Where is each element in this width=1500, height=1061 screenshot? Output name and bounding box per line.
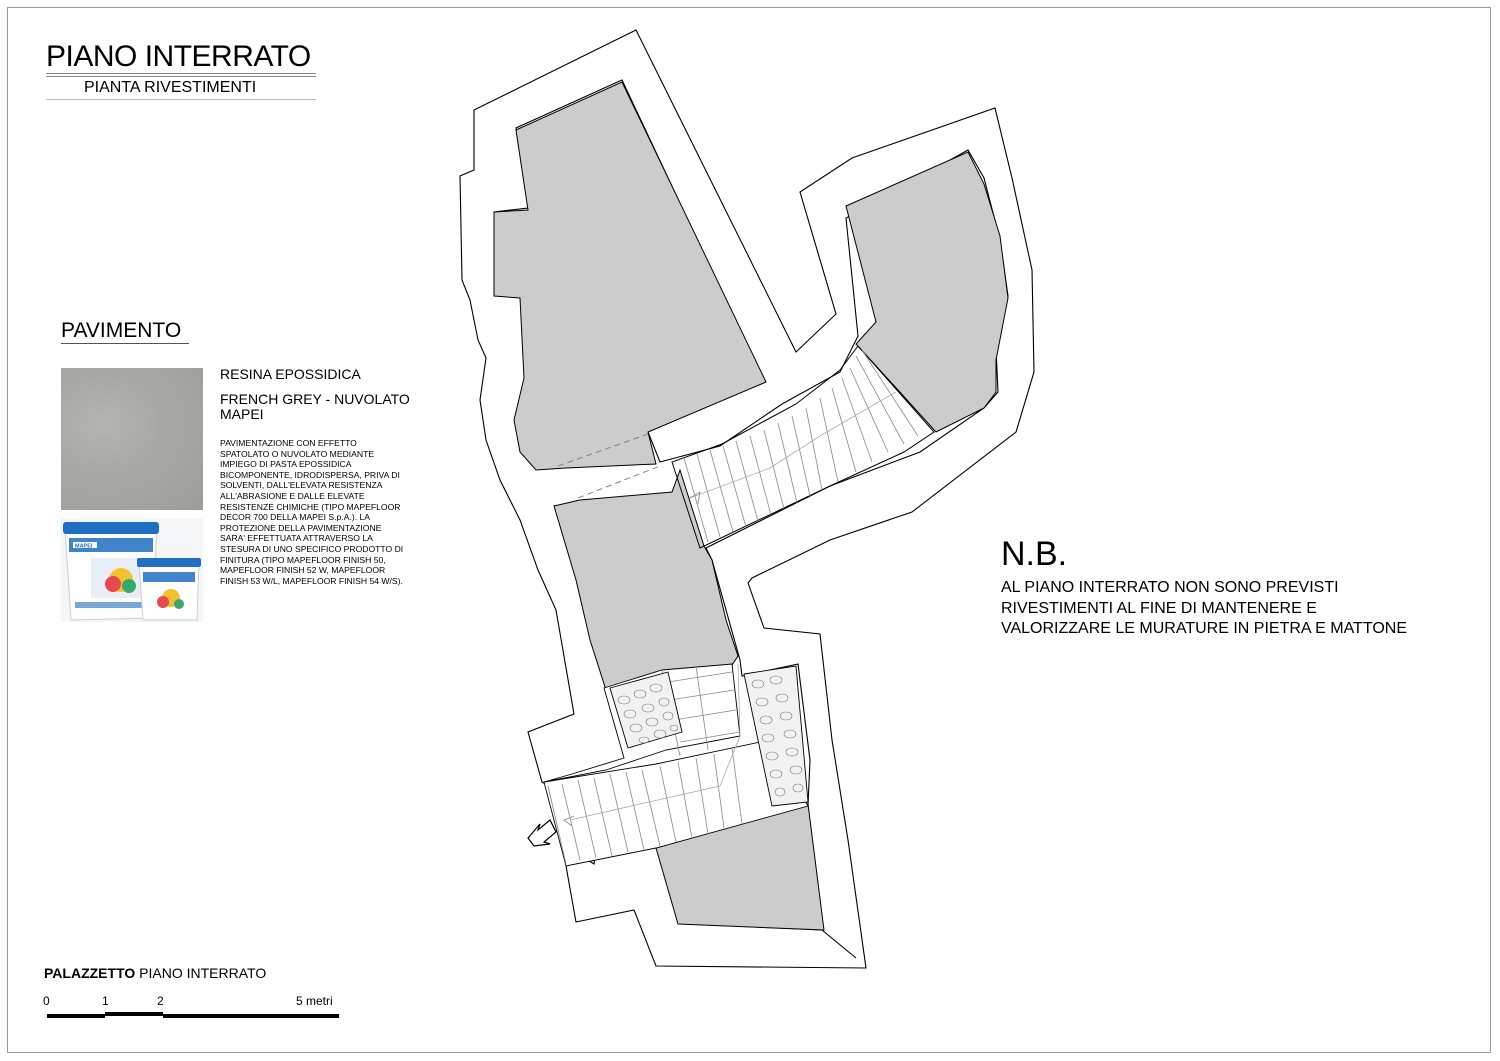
floor-room-north bbox=[494, 82, 766, 470]
scale-tick-1: 1 bbox=[102, 994, 109, 1008]
legend-heading: PAVIMENTO bbox=[61, 319, 182, 342]
note-line: VALORIZZARE LE MURATURE IN PIETRA E MATTONE bbox=[1001, 620, 1407, 637]
note-line: RIVESTIMENTI AL FINE DI MANTENERE E bbox=[1001, 599, 1317, 617]
material-name: RESINA EPOSSIDICA bbox=[220, 366, 361, 382]
product-brand-label: MAPEI bbox=[75, 543, 93, 550]
entrance-arrow-icon bbox=[528, 820, 556, 846]
level-name: PIANO INTERRATO bbox=[139, 965, 267, 981]
scale-tick-5: 5 metri bbox=[296, 994, 333, 1008]
scale-tick-0: 0 bbox=[43, 994, 50, 1008]
material-color: FRENCH GREY - NUVOLATO MAPEI bbox=[220, 391, 410, 422]
scale-tick-2: 2 bbox=[157, 994, 164, 1008]
page-title: PIANO INTERRATO bbox=[46, 40, 311, 73]
building-name: PALAZZETTO bbox=[44, 965, 136, 981]
note-title: N.B. bbox=[1001, 535, 1068, 573]
material-description: PAVIMENTAZIONE CON EFFETTO SPATOLATO O NUVOLATO MEDIANTE IMPIEGO DI PASTA EPOSSIDICA BICOMPONENTE, IDRODISPERSA, PRIVA DI SOLVENTI, DALL'ELEVATA RESISTENZA ALL'ABRASIONE E DALLE ELEVATE RESISTENZE CHIMICHE (TIPO MAPEFLOOR DECOR 700 DELLA MAPEI S.p.A.). LA PROTEZIONE DELLA PAVIMENTAZIONE SARA' EFFETTUATA ATTRAVERSO LA STESURA DI UNO SPECIFICO PRODOTTO DI FINITURA (TIPO MAPEFLOOR FINISH 50, MAPEFLOOR FINISH 52 W, MAPEFLOOR FINISH 53 W/L, MAPEFLOOR FINISH 54 W/S). bbox=[220, 438, 404, 586]
floor-room-east bbox=[846, 152, 1008, 432]
note-line: AL PIANO INTERRATO NON SONO PREVISTI bbox=[1001, 579, 1339, 596]
note-text bbox=[1001, 578, 1471, 640]
page-subtitle: PIANTA RIVESTIMENTI bbox=[84, 79, 257, 96]
scale-bar bbox=[47, 1012, 339, 1020]
footer-label bbox=[44, 965, 266, 981]
